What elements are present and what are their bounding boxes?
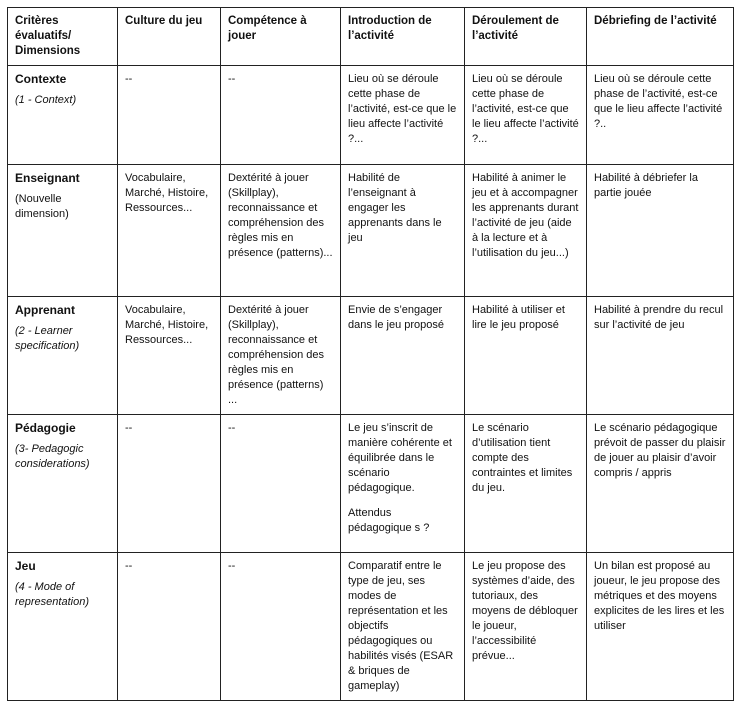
cell-deroulement: Le jeu propose des systèmes d’aide, des tutoriaux, des moyens de débloquer le joueur, l’accessibilité prévue... bbox=[465, 553, 587, 701]
cell-culture: Vocabulaire, Marché, Histoire, Ressources... bbox=[118, 165, 221, 297]
cell-introduction bbox=[341, 415, 465, 553]
table-row bbox=[8, 297, 734, 415]
row-label-cell bbox=[8, 66, 118, 165]
row-label-cell bbox=[8, 415, 118, 553]
cell-introduction: Lieu où se déroule cette phase de l’activité, est-ce que le lieu affecte l’activité ?... bbox=[341, 66, 465, 165]
header-introduction: Introduction de l’activité bbox=[341, 8, 465, 66]
row-subtitle: (1 - Context) bbox=[15, 94, 77, 106]
cell-deroulement: Le scénario d’utilisation tient compte des contraintes et limites du jeu. bbox=[465, 415, 587, 553]
row-name: Contexte bbox=[15, 72, 67, 86]
cell-competence: Dextérité à jouer (Skillplay), reconnaissance et compréhension des règles mis en présence (patterns) ... bbox=[221, 297, 341, 415]
table-header-row bbox=[8, 8, 734, 66]
table-row bbox=[8, 165, 734, 297]
table-row bbox=[8, 66, 734, 165]
row-name: Apprenant bbox=[15, 303, 75, 317]
header-criteria: Critères évaluatifs/ Dimensions bbox=[8, 8, 118, 66]
row-label-cell bbox=[8, 553, 118, 701]
cell-deroulement: Lieu où se déroule cette phase de l’activité, est-ce que le lieu affecte l’activité ?... bbox=[465, 66, 587, 165]
cell-debriefing: Habilité à prendre du recul sur l’activité de jeu bbox=[587, 297, 734, 415]
row-label-cell bbox=[8, 297, 118, 415]
cell-culture: -- bbox=[118, 415, 221, 553]
row-name: Enseignant bbox=[15, 171, 80, 185]
cell-debriefing: Habilité à débriefer la partie jouée bbox=[587, 165, 734, 297]
cell-debriefing: Lieu où se déroule cette phase de l’activité, est-ce que le lieu affecte l’activité ?.. bbox=[587, 66, 734, 165]
row-subtitle: (Nouvelle dimension) bbox=[15, 193, 69, 220]
cell-debriefing: Un bilan est proposé au joueur, le jeu propose des métriques et des moyens explicites de les lires et les utiliser bbox=[587, 553, 734, 701]
row-name: Pédagogie bbox=[15, 421, 76, 435]
cell-competence: -- bbox=[221, 66, 341, 165]
header-deroulement: Déroulement de l’activité bbox=[465, 8, 587, 66]
table-row bbox=[8, 415, 734, 553]
cell-introduction: Habilité de l’enseignant à engager les apprenants dans le jeu bbox=[341, 165, 465, 297]
row-subtitle: (2 - Learner specification) bbox=[15, 325, 80, 352]
cell-competence: Dextérité à jouer (Skillplay), reconnaissance et compréhension des règles mis en présence (patterns)... bbox=[221, 165, 341, 297]
row-label-cell bbox=[8, 165, 118, 297]
cell-culture: -- bbox=[118, 66, 221, 165]
cell-culture: -- bbox=[118, 553, 221, 701]
table-row bbox=[8, 553, 734, 701]
cell-culture: Vocabulaire, Marché, Histoire, Ressources... bbox=[118, 297, 221, 415]
cell-debriefing: Le scénario pédagogique prévoit de passer du plaisir de jouer au plaisir d’avoir compris / appris bbox=[587, 415, 734, 553]
cell-deroulement: Habilité à animer le jeu et à accompagner les apprenants durant l’activité de jeu (aide à la lecture et à l’utilisation du jeu...) bbox=[465, 165, 587, 297]
row-subtitle: (3- Pedagogic considerations) bbox=[15, 443, 90, 470]
cell-competence: -- bbox=[221, 415, 341, 553]
header-debriefing: Débriefing de l’activité bbox=[587, 8, 734, 66]
cell-competence: -- bbox=[221, 553, 341, 701]
cell-introduction: Envie de s’engager dans le jeu proposé bbox=[341, 297, 465, 415]
cell-deroulement: Habilité à utiliser et lire le jeu proposé bbox=[465, 297, 587, 415]
cell-introduction: Comparatif entre le type de jeu, ses modes de représentation et les objectifs pédagogiques ou habilités visés (ESAR & briques de gameplay) bbox=[341, 553, 465, 701]
header-competence: Compétence à jouer bbox=[221, 8, 341, 66]
cell-introduction-extra: Attendus pédagogique s ? bbox=[348, 507, 430, 534]
header-culture: Culture du jeu bbox=[118, 8, 221, 66]
row-subtitle: (4 - Mode of representation) bbox=[15, 581, 89, 608]
evaluation-criteria-table bbox=[7, 7, 734, 701]
row-name: Jeu bbox=[15, 559, 36, 573]
cell-introduction-text: Le jeu s’inscrit de manière cohérente et équilibrée dans le scénario pédagogique. bbox=[348, 422, 452, 494]
